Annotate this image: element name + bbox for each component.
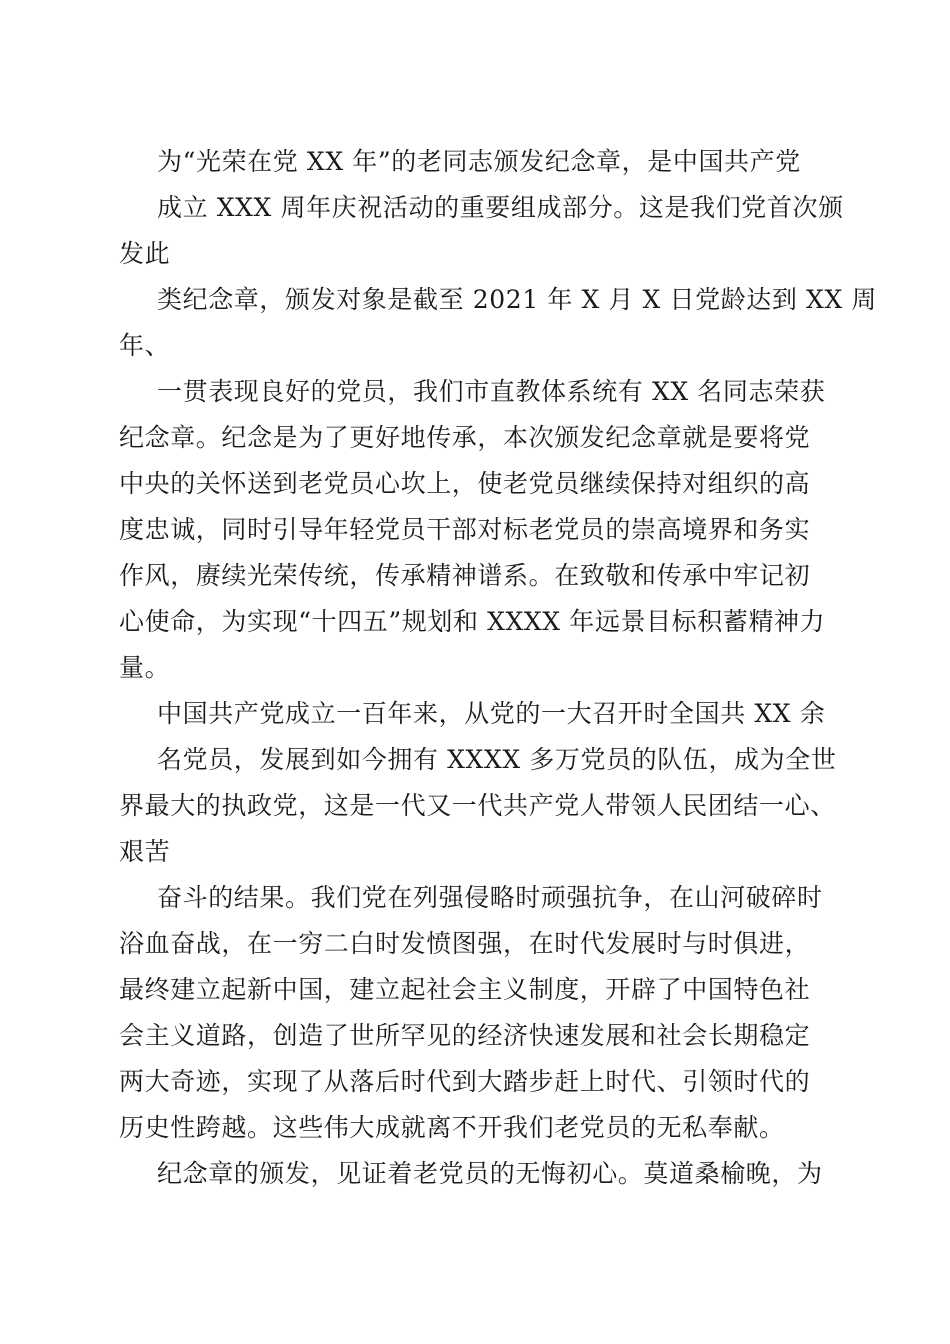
- text-line: 年、: [119, 331, 171, 360]
- text-line: 浴血奋战，在一穷二白时发愤图强，在时代发展时与时俱进，: [119, 929, 811, 958]
- text-line: 类纪念章，颁发对象是截至 2021 年 X 月 X 日党龄达到 XX 周: [157, 285, 877, 314]
- text-line: 中国共产党成立一百年来，从党的一大召开时全国共 XX 余: [157, 699, 826, 728]
- text-line: 为“光荣在党 XX 年”的老同志颁发纪念章，是中国共产党: [157, 147, 801, 176]
- text-line: 度忠诚，同时引导年轻党员干部对标老党员的崇高境界和务实: [119, 515, 811, 544]
- text-line: 奋斗的结果。我们党在列强侵略时顽强抗争，在山河破碎时: [157, 883, 823, 912]
- text-line: 发此: [119, 239, 171, 268]
- text-line: 界最大的执政党，这是一代又一代共产党人带领人民团结一心、: [119, 791, 836, 820]
- text-line: 作风，赓续光荣传统，传承精神谱系。在致敬和传承中牢记初: [119, 561, 811, 590]
- text-line: 艰苦: [119, 837, 171, 866]
- text-line: 最终建立起新中国，建立起社会主义制度，开辟了中国特色社: [119, 975, 811, 1004]
- text-line: 名党员，发展到如今拥有 XXXX 多万党员的队伍，成为全世: [157, 745, 837, 774]
- text-line: 心使命，为实现“十四五”规划和 XXXX 年远景目标积蓄精神力: [119, 607, 826, 636]
- text-line: 中央的关怀送到老党员心坎上，使老党员继续保持对组织的高: [119, 469, 811, 498]
- text-line: 纪念章。纪念是为了更好地传承，本次颁发纪念章就是要将党: [119, 423, 811, 452]
- text-line: 量。: [119, 653, 171, 682]
- text-line: 会主义道路，创造了世所罕见的经济快速发展和社会长期稳定: [119, 1021, 811, 1050]
- text-line: 历史性跨越。这些伟大成就离不开我们老党员的无私奉献。: [119, 1113, 785, 1142]
- text-line: 纪念章的颁发，见证着老党员的无悔初心。莫道桑榆晚，为: [157, 1159, 823, 1188]
- text-line: 两大奇迹，实现了从落后时代到大踏步赶上时代、引领时代的: [119, 1067, 811, 1096]
- text-line: 一贯表现良好的党员，我们市直教体系统有 XX 名同志荣获: [157, 377, 826, 406]
- text-line: 成立 XXX 周年庆祝活动的重要组成部分。这是我们党首次颁: [157, 193, 844, 222]
